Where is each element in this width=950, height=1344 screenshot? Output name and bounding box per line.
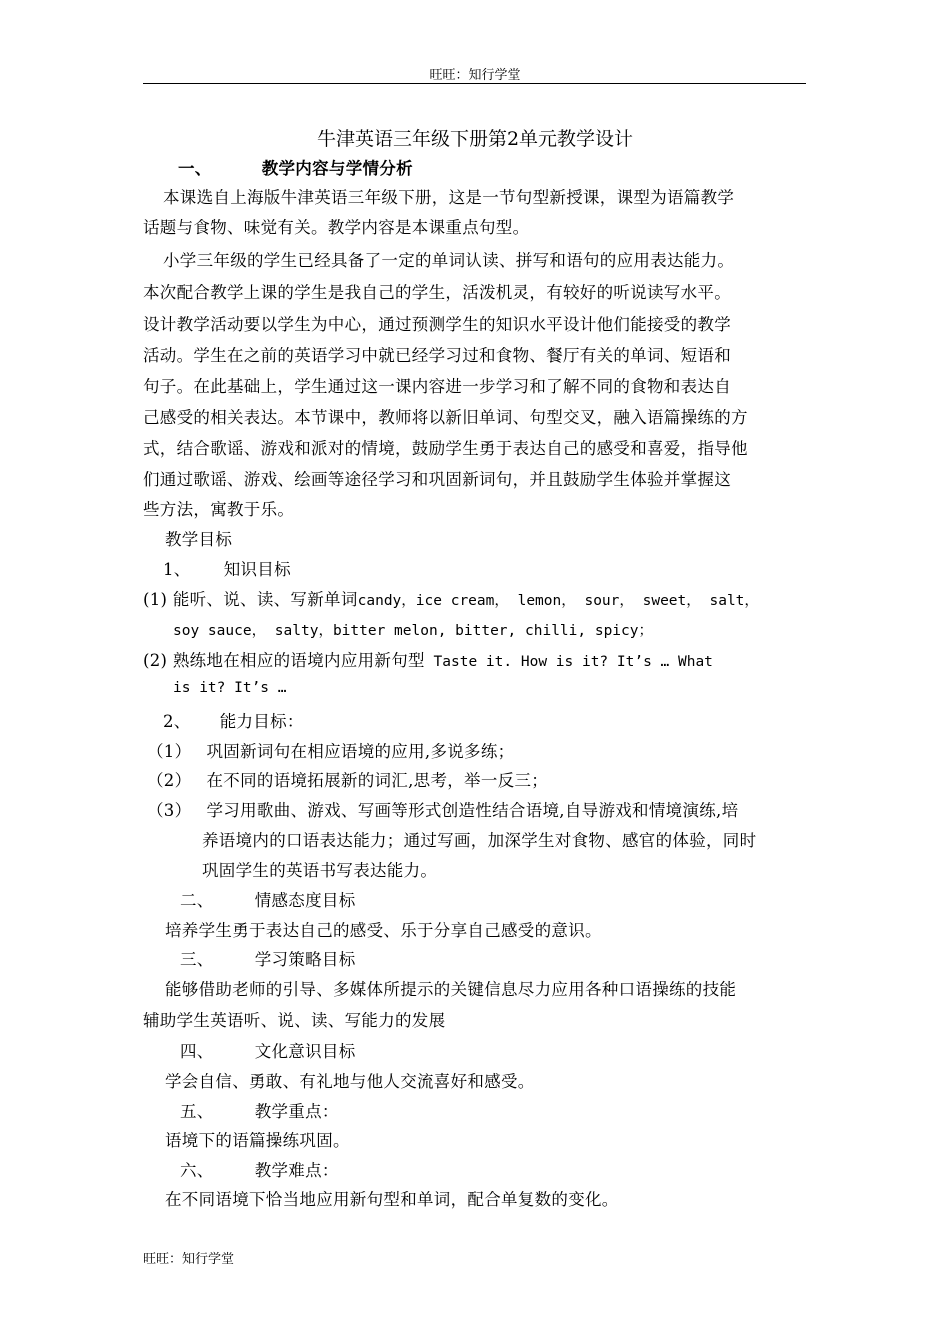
section-5-label: 教学重点： — [254, 1102, 339, 1121]
page-header: 旺旺：知行学堂 — [429, 68, 521, 83]
para2-line-8: 们通过歌谣、游戏、绘画等途径学习和巩固新词句，并且鼓励学生体验并掌握这 — [143, 470, 731, 489]
para2-line-1: 小学三年级的学生已经具备了一定的单词认读、拼写和语句的应用表达能力。 — [163, 251, 735, 270]
para1-line-1: 本课选自上海版牛津英语三年级下册，这是一节句型新授课，课型为语篇教学 — [163, 188, 735, 207]
goals-title: 教学目标 — [165, 530, 233, 549]
section-6-text: 在不同语境下恰当地应用新句型和单词，配合单复数的变化。 — [165, 1190, 619, 1209]
section-1-label: 教学内容与学情分析 — [261, 159, 413, 178]
para2-line-5: 句子。在此基础上，学生通过这一课内容进一步学习和了解不同的食物和表达自 — [143, 377, 731, 396]
section-2-label: 情感态度目标 — [254, 891, 356, 910]
section-5-heading — [180, 1098, 339, 1122]
section-3-line-1: 能够借助老师的引导、多媒体所提示的关键信息尽力应用各种口语操练的技能 — [165, 980, 737, 999]
section-6-heading — [180, 1157, 339, 1181]
ability-item-3-line-1 — [147, 797, 738, 821]
para1-line-2: 话题与食物、味觉有关。教学内容是本课重点句型。 — [143, 218, 530, 237]
ability-item-2-number: （2） — [147, 771, 192, 790]
section-2-text: 培养学生勇于表达自己的感受、乐于分享自己感受的意识。 — [165, 921, 602, 940]
section-2-heading — [180, 887, 356, 911]
goal-2-heading — [163, 708, 304, 732]
section-3-heading — [180, 946, 356, 970]
section-4-heading — [180, 1038, 356, 1062]
section-4-number: 四、 — [180, 1042, 214, 1061]
knowledge-item-1-line-2: soy sauce， salty，bitter melon, bitter, chilli, spicy； — [173, 623, 653, 639]
ability-item-3-line-2: 养语境内的口语表达能力；通过写画，加深学生对食物、感官的体验，同时 — [202, 831, 757, 850]
knowledge-item-1-line-1 — [143, 586, 759, 610]
section-6-number: 六、 — [180, 1161, 214, 1180]
knowledge-item-1-words: candy，ice cream， lemon， sour， sweet， salt， — [357, 593, 759, 609]
section-5-text: 语境下的语篇操练巩固。 — [165, 1131, 350, 1150]
page-footer: 旺旺：知行学堂 — [143, 1252, 235, 1267]
goal-2-label: 能力目标： — [219, 712, 304, 731]
header-rule — [143, 83, 806, 84]
ability-item-2 — [147, 767, 548, 791]
ability-item-3-line-3: 巩固学生的英语书写表达能力。 — [202, 861, 438, 880]
goal-2-number: 2、 — [163, 712, 191, 731]
para2-line-3: 设计教学活动要以学生为中心，通过预测学生的知识水平设计他们能接受的教学 — [143, 315, 731, 334]
para2-line-4: 活动。学生在之前的英语学习中就已经学习过和食物、餐厅有关的单词、短语和 — [143, 346, 731, 365]
ability-item-1-text: 巩固新词句在相应语境的应用,多说多练； — [206, 742, 515, 761]
section-4-label: 文化意识目标 — [254, 1042, 356, 1061]
ability-item-3-number: （3） — [147, 801, 192, 820]
goal-1-number: 1、 — [163, 560, 191, 579]
knowledge-item-2-line-1 — [143, 647, 713, 671]
section-3-line-2: 辅助学生英语听、说、读、写能力的发展 — [143, 1011, 446, 1030]
ability-item-1-number: （1） — [147, 742, 192, 761]
knowledge-item-2-sentences: Taste it. How is it? It’s … What — [424, 654, 713, 670]
ability-item-1 — [147, 738, 514, 762]
section-6-label: 教学难点： — [254, 1161, 339, 1180]
knowledge-item-2-cn: 熟练地在相应的语境内应用新句型 — [172, 651, 425, 670]
document-title: 牛津英语三年级下册第2单元教学设计 — [316, 128, 634, 150]
para2-line-7: 式，结合歌谣、游戏和派对的情境，鼓励学生勇于表达自己的感受和喜爱，指导他 — [143, 439, 748, 458]
knowledge-item-2-number: (2) — [143, 651, 168, 670]
knowledge-item-1-number: (1) — [143, 590, 168, 609]
section-5-number: 五、 — [180, 1102, 214, 1121]
para2-line-9: 些方法，寓教于乐。 — [143, 500, 295, 519]
section-2-number: 二、 — [180, 891, 214, 910]
section-4-text: 学会自信、勇敢、有礼地与他人交流喜好和感受。 — [165, 1072, 535, 1091]
goal-1-label: 知识目标 — [223, 560, 291, 579]
knowledge-item-1-cn: 能听、说、读、写新单词 — [172, 590, 358, 609]
section-1-number: 一、 — [178, 159, 212, 178]
para2-line-6: 己感受的相关表达。本节课中，教师将以新旧单词、句型交叉，融入语篇操练的方 — [143, 408, 748, 427]
knowledge-item-2-line-2: is it? It’s … — [173, 680, 287, 696]
goal-1-heading — [163, 556, 291, 580]
section-1-heading — [178, 155, 413, 179]
section-3-number: 三、 — [180, 950, 214, 969]
ability-item-3-text: 学习用歌曲、游戏、写画等形式创造性结合语境,自导游戏和情境演练,培 — [206, 801, 739, 820]
ability-item-2-text: 在不同的语境拓展新的词汇,思考，举一反三； — [206, 771, 549, 790]
para2-line-2: 本次配合教学上课的学生是我自己的学生，活泼机灵，有较好的听说读写水平。 — [143, 283, 731, 302]
section-3-label: 学习策略目标 — [254, 950, 356, 969]
